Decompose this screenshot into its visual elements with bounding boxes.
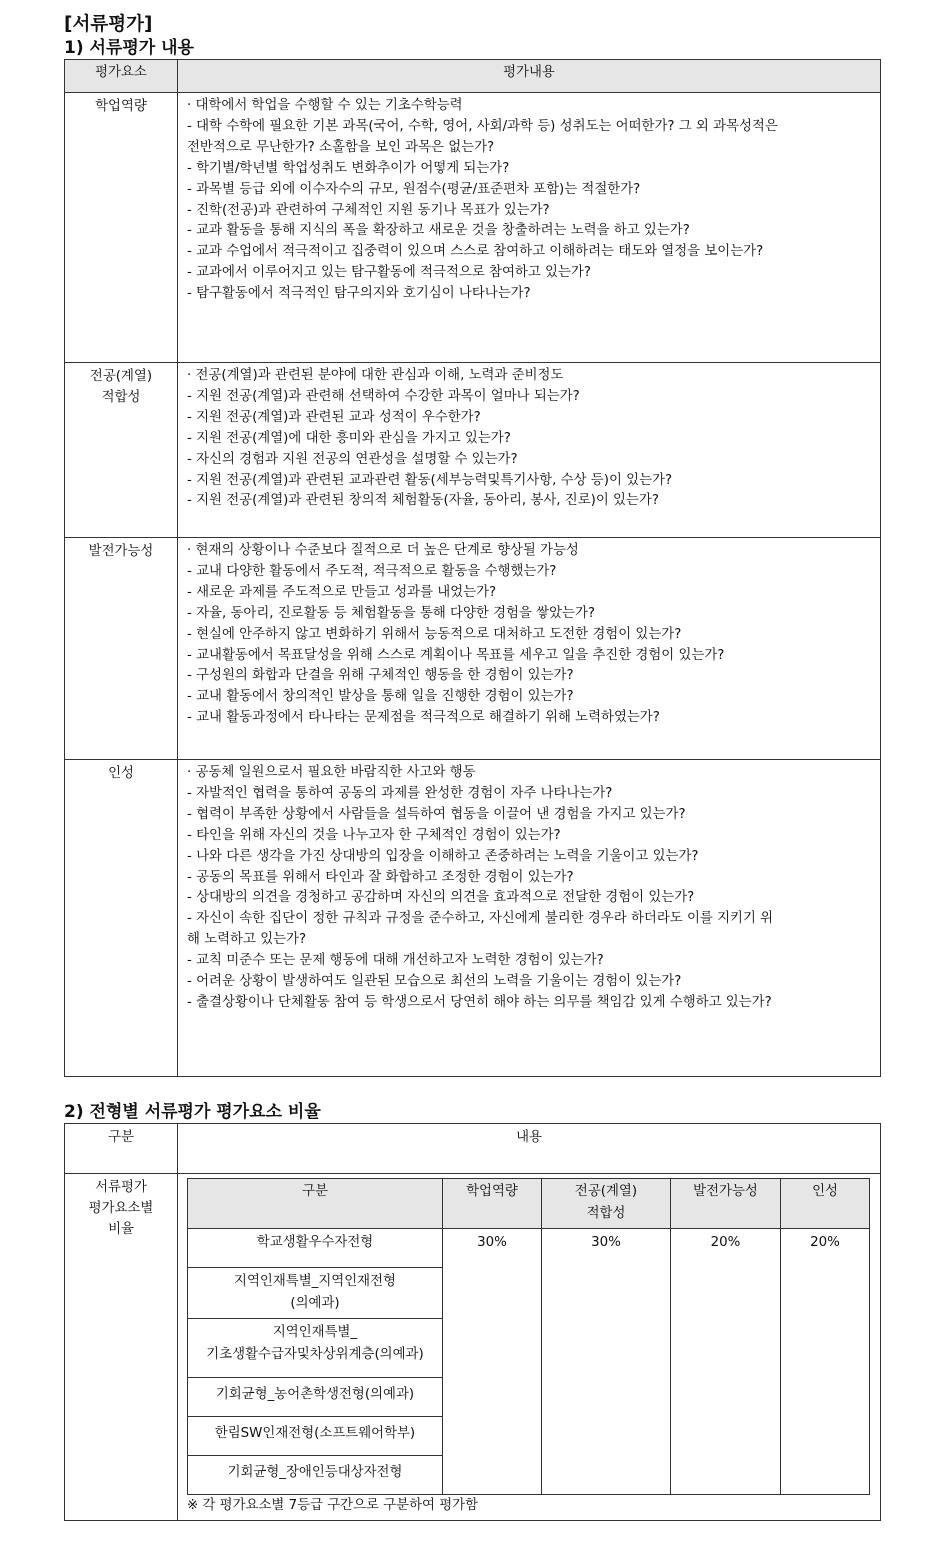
content-line: - 나와 다른 생각을 가진 상대방의 입장을 이해하고 존중하려는 노력을 기울이고 있는가? (187, 848, 699, 864)
header-content: 내용 (178, 1124, 881, 1174)
content-line: - 상대방의 의견을 경청하고 공감하며 자신의 의견을 효과적으로 전달한 경험이 있는가? (187, 890, 695, 906)
ratio-character: 20% (781, 1229, 870, 1495)
content-line: - 교과 수업에서 적극적이고 집중력이 있으며 스스로 참여하고 이해하려는 태도와 열정을 보이는가? (187, 244, 764, 260)
section1-heading: 1) 서류평가 내용 (64, 38, 194, 58)
content-line: - 진학(전공)과 관련하여 구체적인 지원 동기나 목표가 있는가? (187, 202, 550, 218)
content-line: · 전공(계열)과 관련된 분야에 대한 관심과 이해, 노력과 준비정도 (187, 368, 564, 383)
row-major-fit (65, 363, 881, 538)
content-line: - 지원 전공(계열)과 관련된 창의적 체험활동(자율, 동아리, 봉사, 진로)이 있는가? (187, 493, 659, 509)
content-line: - 교칙 미준수 또는 문제 행동에 대해 개선하고자 노력한 경험이 있는가? (187, 953, 604, 969)
ratio-major: 30% (542, 1229, 671, 1495)
admission-type (188, 1229, 443, 1268)
row-academic (65, 93, 881, 363)
content-line: - 교과에서 이루어지고 있는 탐구활동에 적극적으로 참여하고 있는가? (187, 265, 591, 281)
ratio-content-cell (178, 1174, 881, 1521)
inner-header-line: 적합성 (586, 1205, 626, 1221)
content-line: - 지원 전공(계열)과 관련해 선택하여 수강한 과목이 얼마나 되는가? (187, 388, 580, 404)
row-label-line: 비율 (108, 1222, 134, 1237)
category-major-fit (65, 363, 178, 538)
content-line: - 지원 전공(계열)과 관련된 교과 성적이 우수한가? (187, 409, 481, 425)
evaluation-content-table (64, 59, 881, 1077)
type-line: 기초생활수급자및차상위계층(의예과) (206, 1346, 424, 1362)
row-label-line: 서류평가 (95, 1180, 147, 1195)
type-line: (의예과) (290, 1295, 340, 1311)
content-line: - 협력이 부족한 상황에서 사람들을 설득하여 협동을 이끌어 낸 경험을 가지고 있는가? (187, 806, 686, 822)
admission-type (188, 1319, 443, 1378)
ratio-inner-table (187, 1178, 870, 1495)
type-line: 기회균형_농어촌학생전형(의예과) (215, 1387, 415, 1402)
category-line: 전공(계열) (89, 369, 153, 384)
ratio-growth: 20% (671, 1229, 781, 1495)
content-line: - 타인을 위해 자신의 것을 나누고자 한 구체적인 경험이 있는가? (187, 827, 561, 843)
category-growth: 발전가능성 (65, 538, 178, 760)
content-line: · 현재의 상황이나 수준보다 질적으로 더 높은 단계로 향상될 가능성 (187, 543, 579, 558)
content-line: - 자신의 경험과 지원 전공의 연관성을 설명할 수 있는가? (187, 451, 518, 467)
content-major-fit (178, 363, 881, 538)
ratio-academic: 30% (443, 1229, 542, 1495)
type-line: 학교생활우수자전형 (256, 1235, 374, 1250)
type-line: 지역인재특별_ (272, 1325, 358, 1340)
section2-heading: 2) 전형별 서류평가 평가요소 비율 (64, 1102, 321, 1122)
document-page (64, 12, 880, 1521)
content-growth (178, 538, 881, 760)
content-line: - 어려운 상황이 발생하여도 일관된 모습으로 최선의 노력을 기울이는 경험이 있는가? (187, 974, 682, 990)
content-line: - 공동의 목표를 위해서 타인과 잘 화합하고 조정한 경험이 있는가? (187, 869, 574, 885)
content-line: - 지원 전공(계열)에 대한 흥미와 관심을 가지고 있는가? (187, 430, 511, 446)
content-line: - 자율, 동아리, 진로활동 등 체험활동을 통해 다양한 경험을 쌓았는가? (187, 605, 596, 621)
ratio-table (64, 1123, 881, 1521)
content-line: - 탐구활동에서 적극적인 탐구의지와 호기심이 나타나는가? (187, 286, 531, 302)
row-character (65, 760, 881, 1077)
category-line: 적합성 (101, 390, 141, 405)
inner-header-growth: 발전가능성 (671, 1179, 781, 1229)
content-line: · 공동체 일원으로서 필요한 바람직한 사고와 행동 (187, 765, 476, 780)
inner-header-line: 전공(계열) (574, 1184, 638, 1199)
content-line: - 현실에 안주하지 않고 변화하기 위해서 능동적으로 대처하고 도전한 경험이 있는가? (187, 626, 682, 642)
inner-header-major (542, 1179, 671, 1229)
content-character (178, 760, 881, 1077)
content-line: - 새로운 과제를 주도적으로 만들고 성과를 내었는가? (187, 584, 497, 600)
admission-type (188, 1378, 443, 1417)
content-line: - 출결상황이나 단체활동 참여 등 학생으로서 당연히 해야 하는 의무를 책임감 있게 수행하고 있는가? (187, 994, 772, 1010)
content-line: - 과목별 등급 외에 이수자수의 규모, 원점수(평균/표준편차 포함)는 적절한가? (187, 181, 641, 197)
content-line: - 교내활동에서 목표달성을 위해 스스로 계획이나 목표를 세우고 일을 추진한 경험이 있는가? (187, 647, 725, 663)
inner-header-character: 인성 (781, 1179, 870, 1229)
content-line: - 자신이 속한 집단이 정한 규칙과 규정을 준수하고, 자신에게 불리한 경우라 하더라도 이를 지키기 위 (187, 911, 774, 927)
header-element: 평가요소 (65, 60, 178, 93)
content-line: - 지원 전공(계열)과 관련된 교과관련 활동(세부능력및특기사항, 수상 등)이 있는가? (187, 472, 673, 488)
content-academic (178, 93, 881, 363)
document-title: [서류평가] (64, 14, 153, 35)
header-gubun: 구분 (65, 1124, 178, 1174)
row-growth (65, 538, 881, 760)
ratio-row-label (65, 1174, 178, 1521)
row-label-line: 평가요소별 (88, 1201, 154, 1216)
content-line: - 자발적인 협력을 통하여 공동의 과제를 완성한 경험이 자주 나타나는가? (187, 785, 613, 801)
content-line: - 구성원의 화합과 단결을 위해 구체적인 행동을 한 경험이 있는가? (187, 668, 574, 684)
type-line: 한림SW인재전형(소프트웨어학부) (214, 1426, 416, 1441)
content-line: 해 노력하고 있는가? (187, 932, 307, 948)
inner-header-academic: 학업역량 (443, 1179, 542, 1229)
footnote: ※ 각 평가요소별 7등급 구간으로 구분하여 평가함 (187, 1498, 479, 1513)
content-line: · 대학에서 학업을 수행할 수 있는 기초수학능력 (187, 98, 463, 113)
category-academic: 학업역량 (65, 93, 178, 363)
content-line: - 교내 다양한 활동에서 주도적, 적극적으로 활동을 수행했는가? (187, 563, 557, 579)
type-line: 지역인재특별_지역인재전형 (234, 1274, 396, 1289)
content-line: - 대학 수학에 필요한 기본 과목(국어, 수학, 영어, 사회/과학 등) 성취도는 어떠한가? 그 외 과목성적은 (187, 118, 778, 134)
content-line: - 교과 활동을 통해 지식의 폭을 확장하고 새로운 것을 창출하려는 노력을 하고 있는가? (187, 223, 690, 239)
content-line: - 교내 활동과정에서 타나타는 문제점을 적극적으로 해결하기 위해 노력하였는가? (187, 710, 660, 726)
content-line: 전반적으로 무난한가? 소홀함을 보인 과목은 없는가? (187, 139, 495, 155)
admission-type (188, 1456, 443, 1495)
content-line: - 학기별/학년별 학업성취도 변화추이가 어떻게 되는가? (187, 160, 510, 176)
type-line: 기회균형_장애인등대상자전형 (227, 1465, 403, 1480)
admission-type (188, 1268, 443, 1319)
header-content: 평가내용 (178, 60, 881, 93)
admission-type (188, 1417, 443, 1456)
content-line: - 교내 활동에서 창의적인 발상을 통해 일을 진행한 경험이 있는가? (187, 689, 574, 705)
category-character: 인성 (65, 760, 178, 1077)
inner-header-gubun: 구분 (188, 1179, 443, 1229)
